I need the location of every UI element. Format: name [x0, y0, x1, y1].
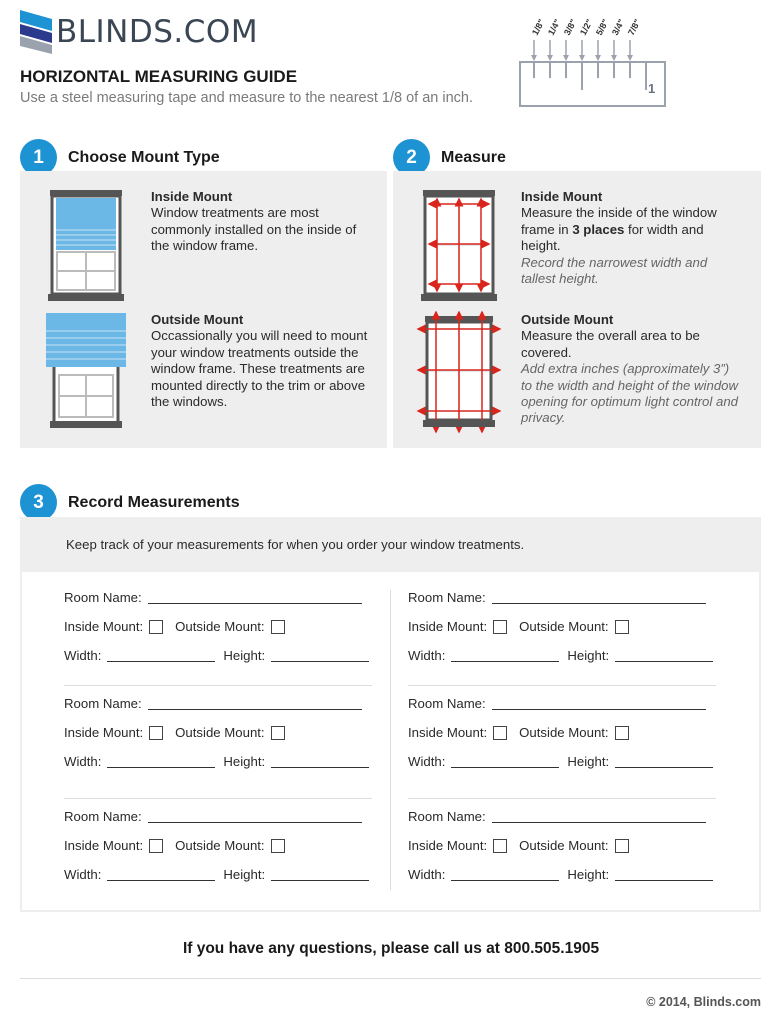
ruler-mark-label: 1/2" — [577, 17, 595, 37]
height-label: Height: — [223, 754, 266, 769]
step1-inside-text: Window treatments are most commonly installed on the inside of the window frame. — [151, 205, 357, 254]
mount-type-row — [64, 838, 297, 853]
step3-title: Record Measurements — [68, 493, 240, 511]
height-label: Height: — [567, 648, 610, 663]
outside-mount-window-illustration — [46, 313, 126, 429]
width-label: Width: — [64, 867, 102, 882]
height-label: Height: — [567, 754, 610, 769]
outside-mount-checkbox[interactable] — [271, 726, 285, 740]
step2-inside-mount — [521, 189, 741, 287]
step2-inside-text-bold: 3 places — [572, 221, 625, 237]
outside-mount-label: Outside Mount: — [175, 838, 265, 853]
step1-outside-mount — [151, 312, 371, 410]
ruler-arrow-head — [627, 55, 633, 61]
room-name-field[interactable] — [148, 810, 362, 823]
inside-mount-checkbox[interactable] — [493, 726, 507, 740]
room-name-row — [64, 590, 362, 605]
ruler-illustration — [510, 10, 670, 110]
step3-number: 3 — [20, 484, 57, 521]
room-name-field[interactable] — [148, 591, 362, 604]
contact-message: If you have any questions, please call us at 800.505.1905 — [182, 940, 600, 957]
height-field[interactable] — [271, 755, 369, 768]
mount-type-row — [64, 619, 297, 634]
step2-outside-heading: Outside Mount — [521, 312, 614, 327]
ruler-mark-label: 7/8" — [625, 17, 643, 37]
step3-header — [20, 484, 240, 521]
step1-inside-heading: Inside Mount — [151, 189, 233, 204]
outside-mount-label: Outside Mount: — [519, 725, 609, 740]
room-name-label: Room Name: — [408, 809, 486, 824]
inside-mount-label: Inside Mount: — [64, 838, 144, 853]
width-field[interactable] — [107, 868, 215, 881]
form-divider — [408, 798, 716, 799]
mount-type-row — [408, 619, 641, 634]
step1-title: Choose Mount Type — [68, 148, 220, 166]
room-name-label: Room Name: — [64, 590, 142, 605]
inside-mount-label: Inside Mount: — [408, 619, 488, 634]
dimensions-row — [408, 867, 713, 882]
step2-inside-text-b: for width and height. — [521, 221, 704, 254]
mount-type-row — [408, 725, 641, 740]
ruler-number: 1 — [648, 81, 656, 96]
height-field[interactable] — [615, 755, 713, 768]
inside-mount-label: Inside Mount: — [408, 725, 488, 740]
form-divider-vertical — [390, 590, 391, 890]
mount-type-row — [408, 838, 641, 853]
dimensions-row — [64, 754, 369, 769]
inside-mount-label: Inside Mount: — [408, 838, 488, 853]
width-field[interactable] — [451, 755, 559, 768]
dimensions-row — [64, 867, 369, 882]
height-label: Height: — [223, 867, 266, 882]
inside-mount-window-illustration — [48, 190, 124, 302]
form-divider — [408, 685, 716, 686]
height-field[interactable] — [271, 649, 369, 662]
brand-name: BLINDS.COM — [56, 14, 259, 50]
width-label: Width: — [64, 754, 102, 769]
step2-title: Measure — [441, 148, 506, 166]
width-field[interactable] — [451, 868, 559, 881]
room-name-field[interactable] — [148, 697, 362, 710]
width-label: Width: — [408, 754, 446, 769]
copyright: © 2014, Blinds.com — [646, 995, 761, 1009]
dimensions-row — [408, 648, 713, 663]
blinds-logo — [18, 10, 258, 54]
ruler-mark-label: 1/4" — [545, 17, 563, 37]
height-field[interactable] — [615, 649, 713, 662]
inside-mount-checkbox[interactable] — [149, 726, 163, 740]
width-label: Width: — [408, 648, 446, 663]
footer-divider — [20, 978, 761, 979]
room-name-row — [64, 809, 362, 824]
outside-mount-label: Outside Mount: — [519, 619, 609, 634]
outside-mount-checkbox[interactable] — [615, 839, 629, 853]
step2-inside-text-a: Measure the inside of the window frame in — [521, 205, 717, 237]
step1-outside-heading: Outside Mount — [151, 312, 244, 327]
step2-outside-text: Measure the overall area to be covered. — [521, 328, 700, 360]
outside-mount-label: Outside Mount: — [519, 838, 609, 853]
ruler-mark-label: 3/4" — [609, 17, 627, 37]
outside-mount-checkbox[interactable] — [271, 839, 285, 853]
step2-number: 2 — [393, 139, 430, 176]
room-name-row — [64, 696, 362, 711]
inside-mount-checkbox[interactable] — [149, 620, 163, 634]
height-field[interactable] — [615, 868, 713, 881]
ruler-mark-label: 3/8" — [561, 17, 579, 37]
ruler-arrow-head — [595, 55, 601, 61]
outside-mount-checkbox[interactable] — [615, 620, 629, 634]
ruler-arrow-head — [531, 55, 537, 61]
room-name-label: Room Name: — [408, 590, 486, 605]
width-field[interactable] — [107, 649, 215, 662]
room-name-label: Room Name: — [64, 809, 142, 824]
height-label: Height: — [567, 867, 610, 882]
blinds-logo-icon — [18, 10, 52, 54]
inside-mount-checkbox[interactable] — [493, 839, 507, 853]
form-divider — [64, 685, 372, 686]
form-divider — [64, 798, 372, 799]
page-title: HORIZONTAL MEASURING GUIDE — [20, 67, 298, 86]
room-name-label: Room Name: — [408, 696, 486, 711]
outside-mount-checkbox[interactable] — [615, 726, 629, 740]
width-field[interactable] — [451, 649, 559, 662]
width-label: Width: — [64, 648, 102, 663]
inside-measure-illustration — [421, 190, 497, 302]
step2-inside-heading: Inside Mount — [521, 189, 603, 204]
page-subtitle: Use a steel measuring tape and measure to the nearest 1/8 of an inch. — [20, 90, 473, 106]
outside-measure-illustration — [416, 311, 502, 435]
width-label: Width: — [408, 867, 446, 882]
mount-type-row — [64, 725, 297, 740]
ruler-arrow-head — [611, 55, 617, 61]
outside-mount-checkbox[interactable] — [271, 620, 285, 634]
room-name-row — [408, 590, 706, 605]
ruler-mark-label: 5/8" — [593, 17, 611, 37]
room-name-field[interactable] — [492, 591, 706, 604]
step2-outside-mount — [521, 312, 741, 427]
room-name-field[interactable] — [492, 697, 706, 710]
height-field[interactable] — [271, 868, 369, 881]
step1-number: 1 — [20, 139, 57, 176]
width-field[interactable] — [107, 755, 215, 768]
step2-outside-note: Add extra inches (approximately 3”) to the width and height of the window opening for optimum light control and privacy. — [521, 361, 739, 426]
room-name-row — [408, 696, 706, 711]
ruler-arrow-head — [547, 55, 553, 61]
step1-inside-mount — [151, 189, 371, 255]
outside-mount-label: Outside Mount: — [175, 725, 265, 740]
step3-intro: Keep track of your measurements for when you order your window treatments. — [66, 537, 525, 552]
dimensions-row — [64, 648, 369, 663]
inside-mount-label: Inside Mount: — [64, 619, 144, 634]
dimensions-row — [408, 754, 713, 769]
ruler-arrow-head — [579, 55, 585, 61]
room-name-row — [408, 809, 706, 824]
room-name-field[interactable] — [492, 810, 706, 823]
step2-inside-note: Record the narrowest width and tallest height. — [521, 254, 708, 287]
ruler-arrow-head — [563, 55, 569, 61]
inside-mount-checkbox[interactable] — [149, 839, 163, 853]
inside-mount-label: Inside Mount: — [64, 725, 144, 740]
height-label: Height: — [223, 648, 266, 663]
outside-mount-label: Outside Mount: — [175, 619, 265, 634]
room-name-label: Room Name: — [64, 696, 142, 711]
ruler-mark-label: 1/8" — [529, 17, 547, 37]
inside-mount-checkbox[interactable] — [493, 620, 507, 634]
step1-outside-text: Occassionally you will need to mount your window treatments outside the window frame. These treatments are mounted directly to the trim or above the windows. — [151, 328, 368, 410]
